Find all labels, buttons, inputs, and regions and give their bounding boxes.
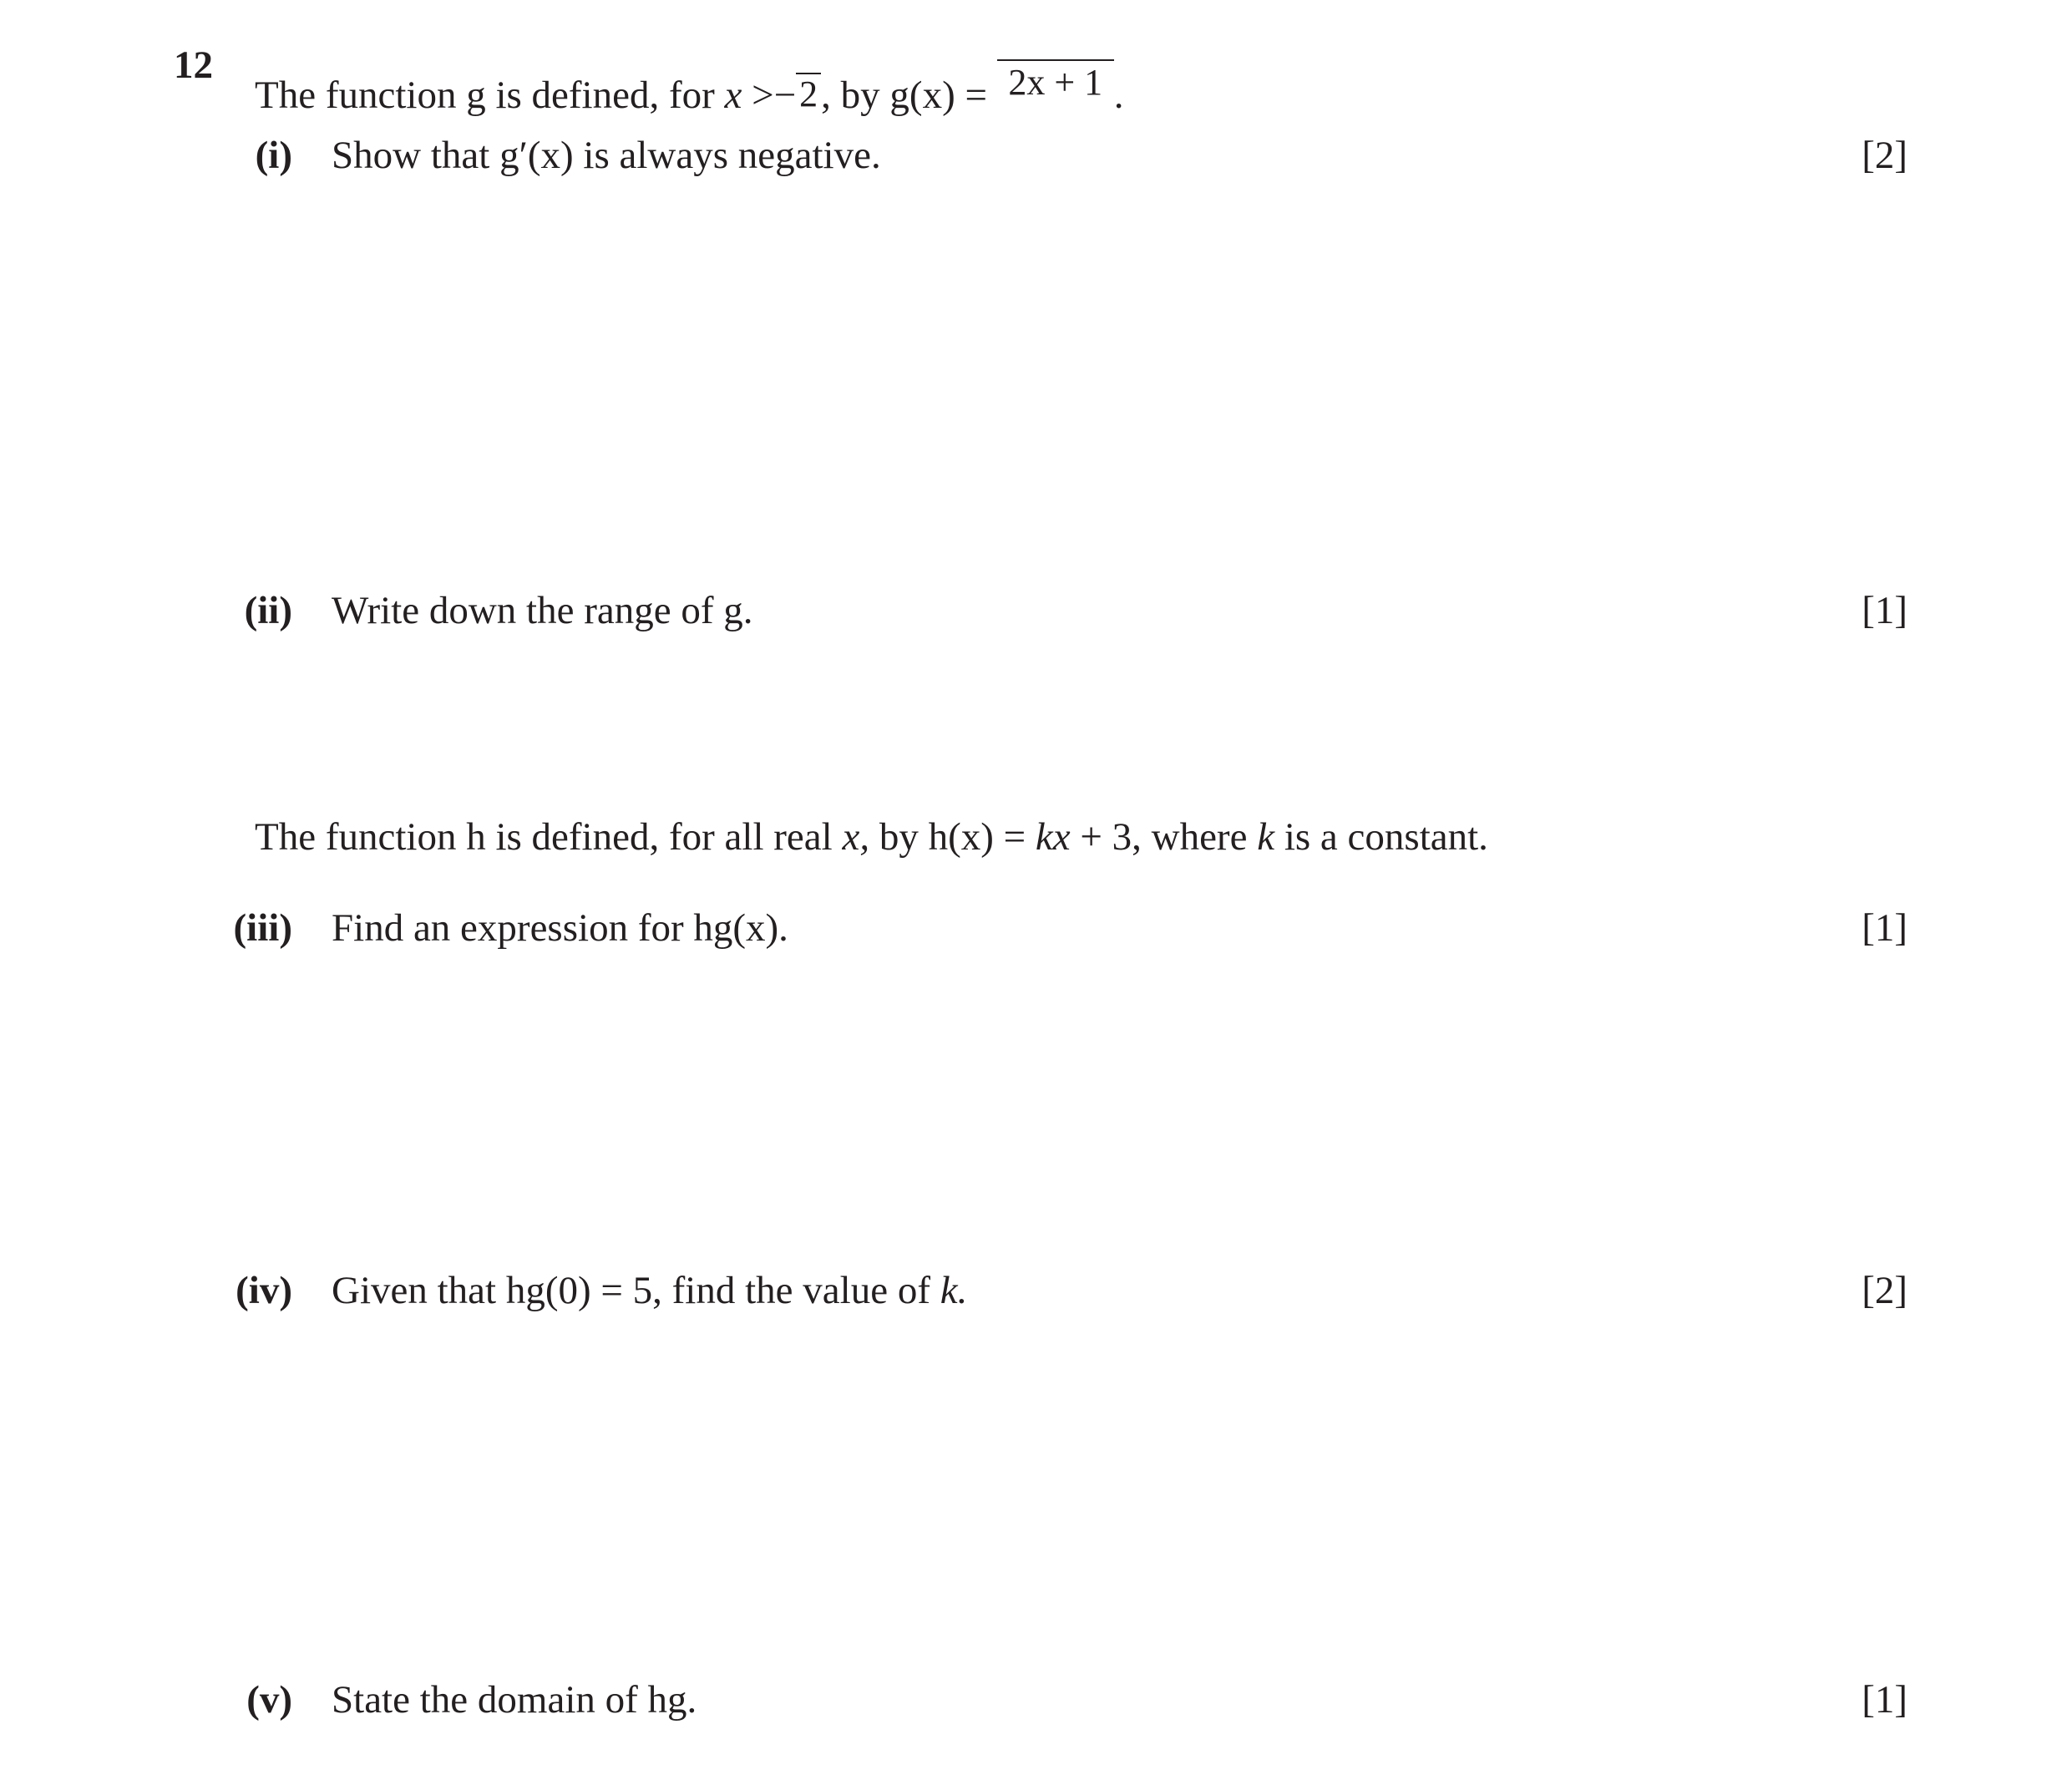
part-iv-text xyxy=(332,1271,967,1311)
part-iii-label: (iii) xyxy=(233,906,292,950)
part-i-math: g′(x) xyxy=(499,134,574,177)
statement-h-tail: is a constant. xyxy=(1284,815,1488,859)
part-iii-text-a: Find an expression for xyxy=(332,906,684,950)
part-v-marks: [1] xyxy=(1862,1678,1907,1722)
intro-greater-than: >− xyxy=(752,74,797,117)
statement-h-by: by xyxy=(879,815,919,859)
intro-by: , by xyxy=(821,74,880,117)
part-iv-marks: [2] xyxy=(1862,1269,1907,1312)
part-iii-math: hg(x). xyxy=(693,906,788,950)
statement-h-func: h(x) = xyxy=(928,815,1026,859)
part-i-marks: [2] xyxy=(1862,134,1907,177)
intro-lead: The function g is defined, for xyxy=(255,74,715,117)
question-intro xyxy=(255,46,1123,115)
intro-rhs-fraction xyxy=(997,46,1114,108)
part-iii-text xyxy=(332,906,788,950)
intro-function: g(x) = xyxy=(889,74,987,117)
part-ii-marks: [1] xyxy=(1862,589,1907,632)
part-ii-text: Write down the range of g. xyxy=(332,589,753,632)
part-iv-label: (iv) xyxy=(236,1269,292,1312)
part-i-text xyxy=(332,136,881,175)
statement-h-var-x: x, xyxy=(842,815,870,859)
part-iv-text-b: find the value of xyxy=(671,1269,930,1312)
part-ii-label: (ii) xyxy=(244,589,292,632)
statement-h xyxy=(255,815,1488,859)
intro-end: . xyxy=(1113,74,1124,117)
intro-rhs-denominator: 2x + 1 xyxy=(1008,62,1103,103)
statement-h-lead: The function h is defined, for all real xyxy=(255,815,833,859)
part-v-label: (v) xyxy=(246,1678,292,1722)
intro-fraction-denominator: 2 xyxy=(799,74,818,114)
part-i-label: (i) xyxy=(255,134,292,177)
statement-h-var-k: k xyxy=(1257,815,1275,859)
part-iv-math: hg(0) = 5, xyxy=(505,1269,662,1312)
intro-fraction-half xyxy=(796,49,821,114)
intro-variable: x xyxy=(724,74,742,117)
question-number: 12 xyxy=(174,43,213,87)
part-iv-var: k. xyxy=(940,1269,968,1312)
statement-h-plus: + 3, where xyxy=(1080,815,1248,859)
part-i-text-b: is always negative. xyxy=(583,134,881,177)
part-iv-text-a: Given that xyxy=(332,1269,497,1312)
part-i-text-a: Show that xyxy=(332,134,490,177)
statement-h-kx: kx xyxy=(1035,815,1071,859)
part-iii-marks: [1] xyxy=(1862,906,1907,950)
part-v-text: State the domain of hg. xyxy=(332,1678,697,1722)
